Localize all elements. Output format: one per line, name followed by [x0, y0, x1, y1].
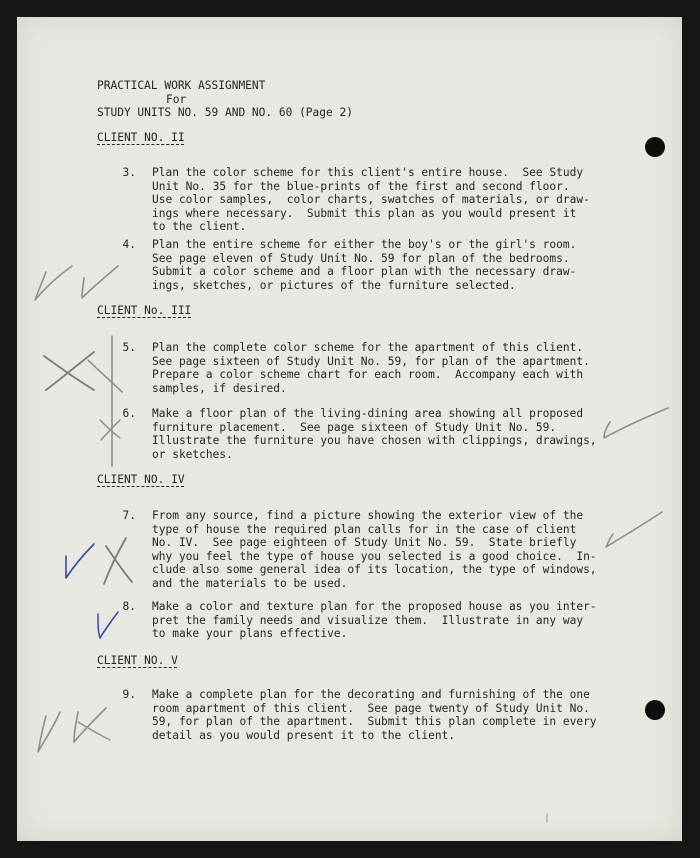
item-line: furniture placement. See page sixteen of Study Unit No. 59. [152, 420, 557, 434]
item-line: or sketches. [152, 447, 233, 461]
heading-title: PRACTICAL WORK ASSIGNMENT [97, 79, 266, 92]
item-line: 59, for plan of the apartment. Submit this plan complete in every [152, 715, 597, 729]
client-heading-v: CLIENT NO. V [97, 654, 178, 667]
item-line: Make a color and texture plan for the proposed house as you inter- [152, 600, 597, 613]
assignment-item-8 [152, 600, 602, 641]
item-line: See page sixteen of Study Unit No. 59, for plan of the apartment. [152, 354, 590, 368]
item-line: ings, sketches, or pictures of the furniture selected. [152, 278, 516, 292]
item-line: clude also some general idea of its location, the type of windows, [152, 563, 597, 577]
heading-for: For [166, 92, 187, 106]
item-line: to make your plans effective. [152, 627, 348, 641]
assignment-item-4 [152, 238, 602, 292]
item-line: ings where necessary. Submit this plan as you would present it [152, 206, 577, 220]
item-line: Plan the color scheme for this client's entire house. See Study [152, 166, 584, 179]
item-line: Make a complete plan for the decorating and furnishing of the one [152, 688, 590, 701]
item-number-6: 6. [122, 407, 136, 420]
item-line: detail as you would present it to the client. [152, 728, 456, 742]
item-line: Make a floor plan of the living-dining area showing all proposed [152, 407, 584, 420]
document-heading [97, 79, 353, 120]
item-line: and the materials to be used. [152, 576, 348, 590]
client-heading-iv: CLIENT NO. IV [97, 473, 185, 486]
item-line: Illustrate the furniture you have chosen with clippings, drawings, [152, 434, 597, 448]
assignment-item-3 [152, 166, 602, 234]
item-number-7: 7. [122, 509, 136, 522]
item-line: type of house the required plan calls for in the case of client [152, 522, 577, 536]
item-number-4: 4. [122, 238, 136, 251]
item-line: room apartment of this client. See page twenty of Study Unit No. [152, 701, 590, 715]
item-line: pret the family needs and visualize them. Illustrate in any way [152, 613, 584, 627]
item-number-5: 5. [122, 341, 136, 354]
item-line: See page eleven of Study Unit No. 59 for plan of the bedrooms. [152, 251, 570, 265]
assignment-item-9 [152, 688, 602, 742]
item-line: Prepare a color scheme chart for each room. Accompany each with [152, 368, 584, 382]
client-heading-ii: CLIENT NO. II [97, 131, 185, 144]
item-line: Plan the entire scheme for either the boy's or the girl's room. [152, 238, 577, 251]
item-line: samples, if desired. [152, 381, 287, 395]
item-line: Use color samples, color charts, swatches of materials, or draw- [152, 193, 590, 207]
item-line: Submit a color scheme and a floor plan with the necessary draw- [152, 265, 577, 279]
item-number-8: 8. [122, 600, 136, 613]
assignment-item-6 [152, 407, 602, 461]
item-line: Unit No. 35 for the blue-prints of the first and second floor. [152, 179, 570, 193]
item-line: why you feel the type of house you selected is a good choice. In- [152, 549, 597, 563]
punch-hole-top [645, 137, 665, 157]
item-line: No. IV. See page eighteen of Study Unit No. 59. State briefly [152, 536, 577, 550]
item-line: Plan the complete color scheme for the apartment of this client. [152, 341, 584, 354]
item-number-9: 9. [122, 688, 136, 701]
client-heading-iii: CLIENT No. III [97, 304, 192, 317]
item-line: From any source, find a picture showing the exterior view of the [152, 509, 584, 522]
punch-hole-bottom [645, 700, 665, 720]
assignment-item-7 [152, 509, 602, 591]
heading-units: STUDY UNITS NO. 59 AND NO. 60 (Page 2) [97, 106, 353, 120]
item-number-3: 3. [122, 166, 136, 179]
assignment-item-5 [152, 341, 602, 395]
item-line: to the client. [152, 220, 247, 234]
